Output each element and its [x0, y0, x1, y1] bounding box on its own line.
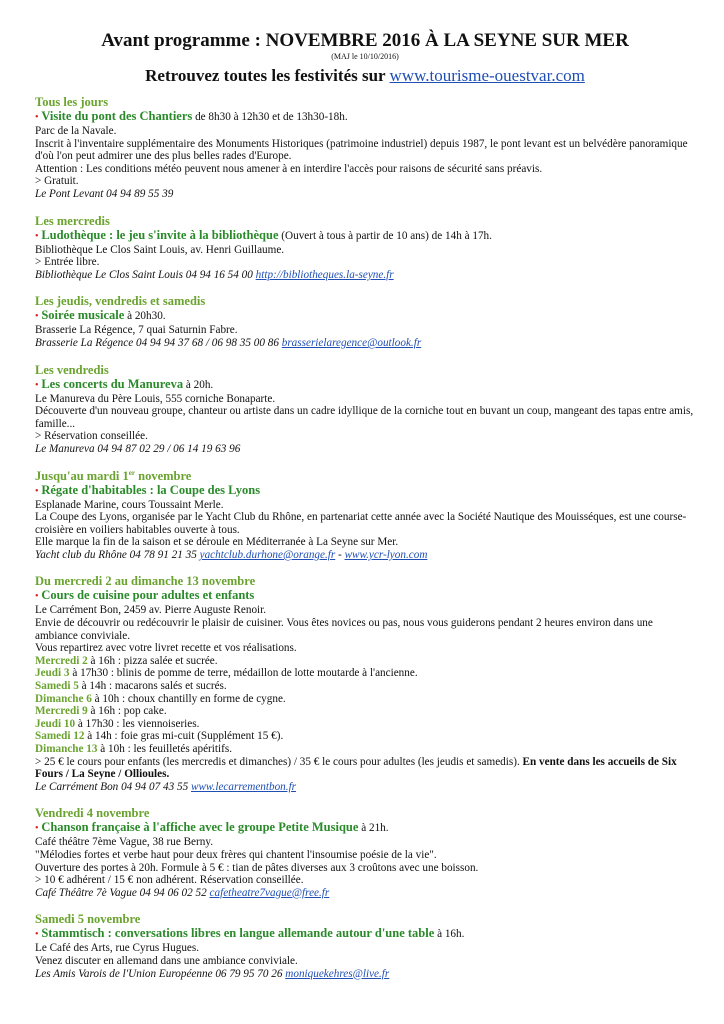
event-title-line [35, 483, 695, 499]
event-title-line [35, 109, 695, 125]
event-section [35, 575, 695, 793]
event-time: à 21h. [358, 822, 389, 835]
date-superscript: er [128, 468, 135, 477]
schedule-text: à 17h30 : les viennoiseries. [75, 717, 200, 730]
event-location: Café théâtre 7ème Vague, 38 rue Berny. [35, 836, 213, 849]
contact-text: Le Carrément Bon 04 94 07 43 55 [35, 780, 191, 793]
event-price: > Gratuit. [35, 175, 79, 188]
schedule-day: Dimanche 6 [35, 692, 92, 705]
event-price [35, 756, 695, 781]
event-section [35, 96, 695, 201]
subtitle-text: Retrouvez toutes les festivités sur [145, 66, 386, 85]
event-time: à 16h. [434, 928, 465, 941]
event-contact: Le Manureva 04 94 87 02 29 / 06 14 19 63 96 [35, 442, 241, 455]
event-reservation: > Réservation conseillée. [35, 430, 148, 443]
page-subtitle [35, 66, 695, 86]
event-date: Samedi 5 novembre [35, 912, 141, 927]
ycr-website-link[interactable]: www.ycr-lyon.com [344, 548, 428, 561]
event-description: La Coupe des Lyons, organisée par le Yacht Club du Rhône, en partenariat cette année avec la Société Nautique des Mouisséques, est une course-croisière en voiliers habitables ouverte à tous. [35, 511, 687, 536]
schedule-line [35, 730, 695, 743]
schedule-text: à 14h : foie gras mi-cuit (Supplément 15 €). [84, 730, 284, 743]
event-section [35, 807, 695, 899]
schedule-text: à 10h : choux chantilly en forme de cygne. [91, 692, 286, 705]
event-title-line [35, 588, 695, 604]
event-description: Venez discuter en allemand dans une ambiance conviviale. [35, 954, 298, 967]
schedule-text: à 14h : macarons salés et sucrés. [78, 680, 227, 693]
cafe-theatre-email-link[interactable]: cafetheatre7vague@free.fr [209, 886, 330, 899]
amis-varois-email-link[interactable]: moniquekehres@live.fr [285, 967, 390, 980]
event-description: "Mélodies fortes et verbe haut pour deux frères qui chantent l'insoumise poésie de la vie". [35, 848, 437, 861]
event-location: Esplanade Marine, cours Toussaint Merle. [35, 498, 224, 511]
schedule-day: Samedi 5 [35, 680, 79, 693]
event-title-line [35, 308, 695, 324]
event-date: Les vendredis [35, 362, 109, 377]
update-date: (MAJ le 10/10/2016) [331, 52, 399, 61]
page-title: Avant programme : NOVEMBRE 2016 À LA SEYNE SUR MER [101, 30, 629, 51]
document-page [35, 30, 695, 994]
event-location: Bibliothèque Le Clos Saint Louis, av. Henri Guillaume. [35, 243, 285, 256]
event-title-line [35, 926, 695, 942]
event-description: Vous repartirez avec votre livret recette et vos réalisations. [35, 642, 297, 655]
bullet-icon: • [35, 823, 39, 835]
schedule-line [35, 655, 695, 668]
event-title-line [35, 228, 695, 244]
event-contact [35, 968, 695, 981]
event-date: Tous les jours [35, 95, 109, 109]
bullet-icon: • [35, 112, 39, 123]
schedule-day: Samedi 12 [35, 730, 85, 743]
event-section [35, 295, 695, 349]
event-name: Cours de cuisine pour adultes et enfants [41, 588, 255, 603]
event-location: Parc de la Navale. [35, 125, 117, 137]
event-location: Le Café des Arts, rue Cyrus Hugues. [35, 942, 200, 955]
event-description: Elle marque la fin de la saison et se déroule en Méditerranée à La Seyne sur Mer. [35, 536, 399, 549]
schedule-day: Jeudi 10 [35, 717, 76, 730]
contact-text: Café Théâtre 7è Vague 04 94 06 02 52 [35, 886, 210, 899]
event-section [35, 364, 695, 456]
carrement-bon-website-link[interactable]: www.lecarrementbon.fr [191, 780, 297, 793]
event-contact: Le Pont Levant 04 94 89 55 39 [35, 187, 174, 200]
event-contact [35, 781, 695, 794]
bullet-icon: • [35, 485, 39, 497]
separator: - [335, 548, 345, 561]
event-name: Visite du pont des Chantiers [41, 109, 193, 123]
event-contact [35, 337, 695, 350]
event-name: Chanson française à l'affiche avec le groupe Petite Musique [41, 820, 359, 835]
bullet-icon: • [35, 230, 39, 242]
schedule-day: Mercredi 2 [35, 654, 88, 667]
event-warning: Attention : Les conditions météo peuvent nous amener à en interdire l'accès pour raisons de sécurité sans préavis. [35, 162, 543, 175]
date-text: novembre [135, 468, 192, 483]
price-text: > 25 € le cours pour enfants (les mercredis et dimanches) / 35 € le cours pour adultes (les jeudis et samedis). [35, 755, 523, 768]
bullet-icon: • [35, 929, 39, 941]
schedule-text: à 16h : pizza salée et sucrée. [87, 654, 218, 667]
event-name: Soirée musicale [41, 308, 125, 323]
schedule-text: à 17h30 : blinis de pomme de terre, médaillon de lotte moutarde à l'ancienne. [69, 667, 418, 680]
event-description: Ouverture des portes à 20h. Formule à 5 € : tian de pâtes diverses aux 3 croûtons avec une boisson. [35, 861, 479, 874]
event-contact [35, 269, 695, 282]
bullet-icon: • [35, 311, 39, 323]
schedule-line [35, 705, 695, 718]
schedule-line [35, 718, 695, 731]
event-name: Régate d'habitables : la Coupe des Lyons [41, 482, 261, 497]
event-date: Du mercredi 2 au dimanche 13 novembre [35, 574, 256, 589]
event-name: Les concerts du Manureva [41, 376, 184, 391]
schedule-day: Dimanche 13 [35, 743, 98, 755]
event-location: Le Manureva du Père Louis, 555 corniche Bonaparte. [35, 392, 276, 405]
yacht-club-email-link[interactable]: yachtclub.durhone@orange.fr [199, 548, 336, 561]
brasserie-email-link[interactable]: brasserielaregence@outlook.fr [281, 336, 422, 349]
event-time: à 20h. [183, 378, 214, 391]
event-title-line [35, 377, 695, 393]
event-description: Envie de découvrir ou redécouvrir le plaisir de cuisiner. Vous êtes novices ou pas, nous vous guiderons pendant 2 heures environ dans une ambiance conviviale. [35, 617, 653, 642]
schedule-day: Jeudi 3 [35, 667, 70, 680]
tourism-website-link[interactable]: www.tourisme-ouestvar.com [389, 66, 585, 85]
event-section [35, 215, 695, 282]
bullet-icon: • [35, 591, 39, 603]
event-name: Stammtisch : conversations libres en langue allemande autour d'une table [41, 926, 435, 941]
schedule-text: à 10h : les feuilletés apéritifs. [97, 743, 232, 755]
schedule-line [35, 667, 695, 680]
event-section [35, 913, 695, 980]
event-section [35, 470, 695, 562]
schedule-day: Mercredi 9 [35, 705, 88, 718]
event-time: de 8h30 à 12h30 et de 13h30-18h. [192, 111, 348, 123]
schedule-line [35, 680, 695, 693]
schedule-line [35, 693, 695, 706]
event-description: Découverte d'un nouveau groupe, chanteur ou artiste dans un cadre idyllique de la corniche tout en buvant un coup, mangeant des tapas entre amis, famille... [35, 405, 694, 430]
event-location: Le Carrément Bon, 2459 av. Pierre Auguste Renoir. [35, 604, 267, 617]
event-location: Brasserie La Régence, 7 quai Saturnin Fabre. [35, 324, 238, 337]
contact-text: Bibliothèque Le Clos Saint Louis 04 94 16 54 00 [35, 268, 256, 281]
event-time: (Ouvert à tous à partir de 10 ans) de 14h à 17h. [278, 229, 492, 242]
event-name: Ludothèque : le jeu s'invite à la bibliothèque [41, 227, 279, 242]
price-sales-points: En vente dans les accueils de Six Fours / La Seyne / Ollioules. [35, 755, 677, 781]
contact-text: Les Amis Varois de l'Union Européenne 06 79 95 70 26 [35, 967, 286, 980]
event-contact [35, 549, 695, 562]
schedule-text: à 16h : pop cake. [87, 705, 167, 718]
date-text: Jusqu'au mardi 1 [35, 468, 129, 483]
schedule-line [35, 743, 695, 756]
contact-text: Yacht club du Rhône 04 78 91 21 35 [35, 548, 200, 561]
contact-text: Brasserie La Régence 04 94 94 37 68 / 06 98 35 00 86 [35, 336, 282, 349]
event-price: > Entrée libre. [35, 256, 100, 269]
event-contact [35, 887, 695, 900]
event-date: Les jeudis, vendredis et samedis [35, 294, 206, 309]
event-description: Inscrit à l'inventaire supplémentaire des Monuments Historiques (patrimoine industriel) depuis 1987, le pont levant est un belvédère panoramique d'où l'on peut admirer une des plus belles rades d'Europe. [35, 137, 688, 163]
event-date [35, 470, 695, 483]
bullet-icon: • [35, 379, 39, 391]
event-title-line [35, 820, 695, 836]
event-date: Vendredi 4 novembre [35, 806, 150, 821]
library-website-link[interactable]: http://bibliotheques.la-seyne.fr [255, 268, 394, 281]
event-price: > 10 € adhérent / 15 € non adhérent. Réservation conseillée. [35, 874, 304, 887]
event-date: Les mercredis [35, 213, 110, 228]
event-time: à 20h30. [124, 310, 166, 323]
